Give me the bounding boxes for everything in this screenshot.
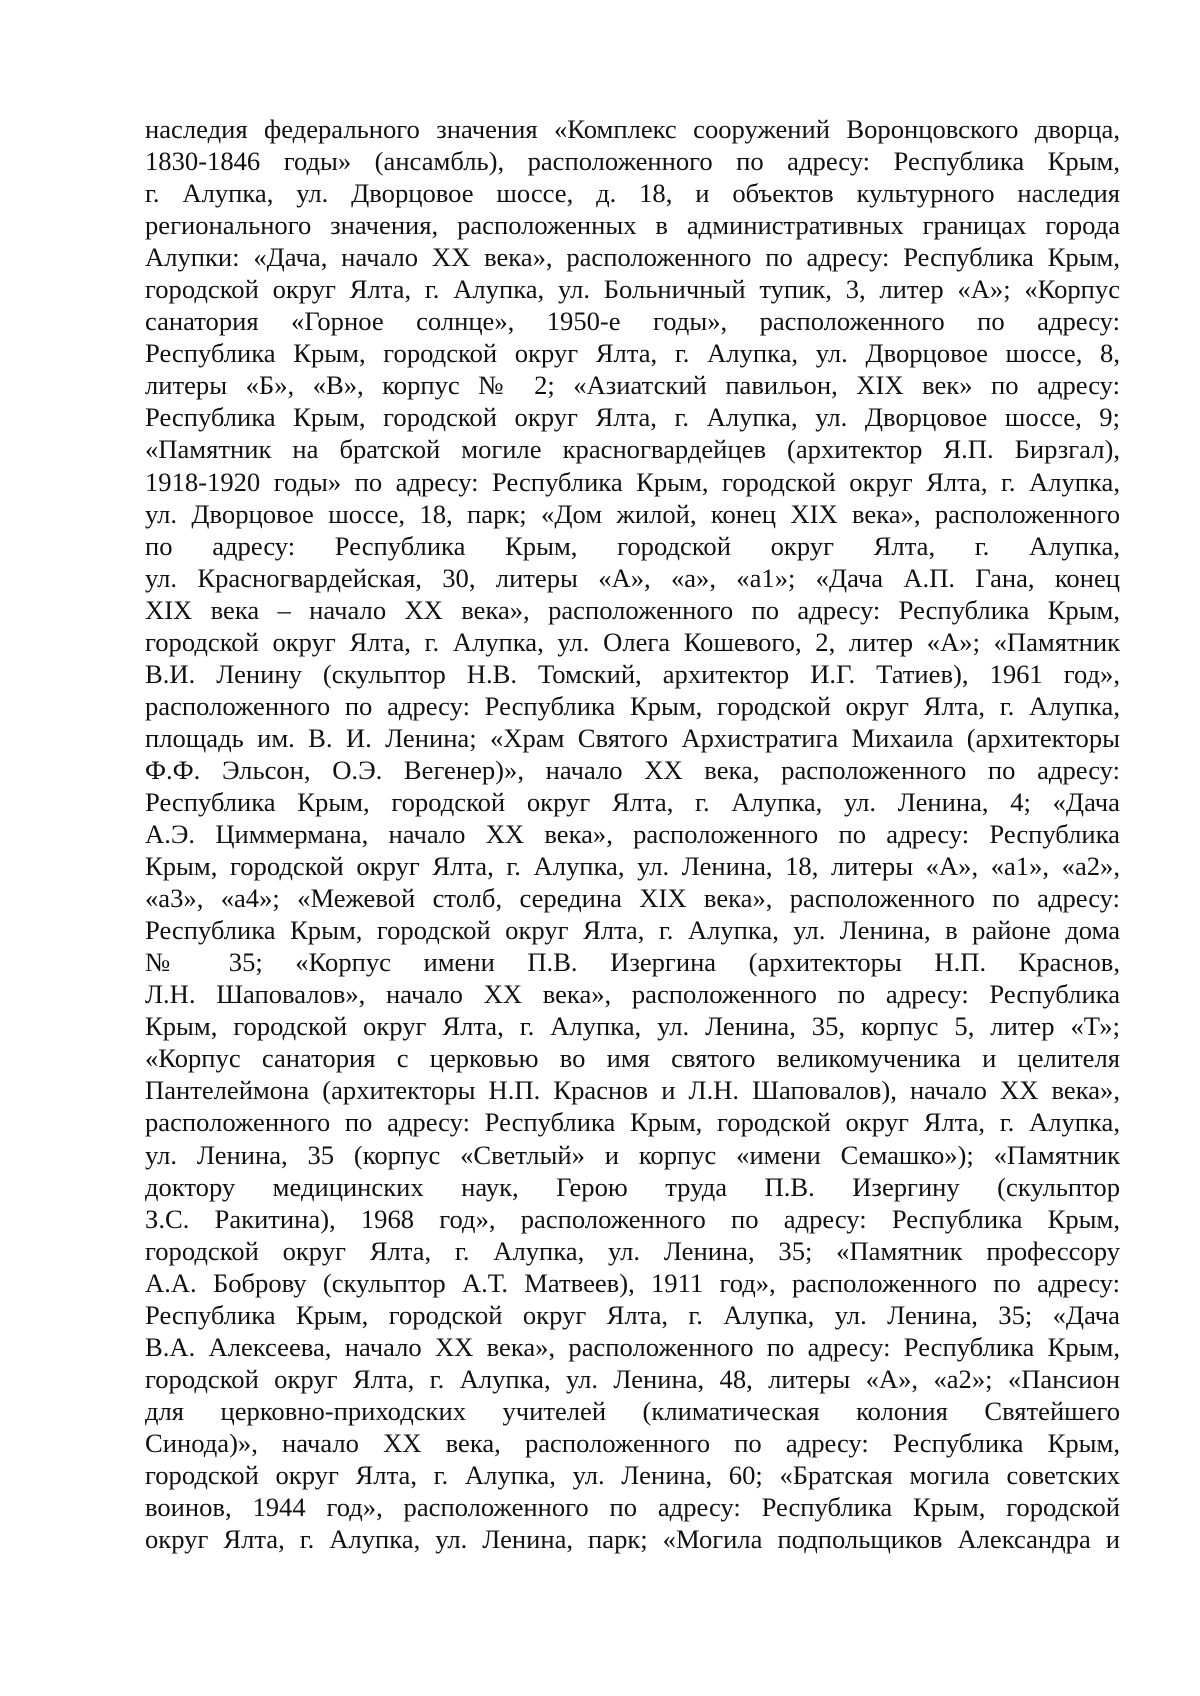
text-line: по адресу: Республика Крым, городской округ Ялта, г. Алупка, [145, 530, 1120, 561]
text-line: Республика Крым, городской округ Ялта, г. Алупка, ул. Дворцовое шоссе, 8, [145, 338, 1120, 369]
text-line: воинов, 1944 год», расположенного по адресу: Республика Крым, городской [145, 1492, 1120, 1523]
text-line: «Корпус санатория с церковью во имя святого великомученика и целителя [145, 1043, 1120, 1074]
text-line: «а3», «а4»; «Межевой столб, середина XIX века», расположенного по адресу: [145, 883, 1120, 914]
text-line: расположенного по адресу: Республика Крым, городской округ Ялта, г. Алупка, [145, 690, 1120, 721]
text-line: регионального значения, расположенных в административных границах города [145, 210, 1120, 241]
text-line: Л.Н. Шаповалов», начало XX века», расположенного по адресу: Республика [145, 979, 1120, 1010]
text-line: городской округ Ялта, г. Алупка, ул. Олега Кошевого, 2, литер «А»; «Памятник [145, 626, 1120, 657]
text-line: 1830-1846 годы» (ансамбль), расположенного по адресу: Республика Крым, [145, 146, 1120, 177]
text-line: Республика Крым, городской округ Ялта, г. Алупка, ул. Ленина, 35; «Дача [145, 1299, 1120, 1330]
text-line: № 35; «Корпус имени П.В. Изергина (архитекторы Н.П. Краснов, [145, 947, 1120, 978]
text-line: ул. Дворцовое шоссе, 18, парк; «Дом жилой, конец XIX века», расположенного [145, 498, 1120, 529]
text-line: В.А. Алексеева, начало XX века», расположенного по адресу: Республика Крым, [145, 1331, 1120, 1362]
text-line: А.Э. Циммермана, начало XX века», расположенного по адресу: Республика [145, 819, 1120, 850]
text-line: Крым, городской округ Ялта, г. Алупка, ул. Ленина, 35, корпус 5, литер «Т»; [145, 1011, 1120, 1042]
text-line: для церковно-приходских учителей (климатическая колония Святейшего [145, 1395, 1120, 1426]
text-line: Синода)», начало XX века, расположенного по адресу: Республика Крым, [145, 1427, 1120, 1458]
body-paragraph [145, 113, 1120, 1555]
text-line: XIX века – начало XX века», расположенного по адресу: Республика Крым, [145, 594, 1120, 625]
text-line: ул. Ленина, 35 (корпус «Светлый» и корпус «имени Семашко»); «Памятник [145, 1139, 1120, 1170]
text-line: литеры «Б», «В», корпус № 2; «Азиатский павильон, XIX век» по адресу: [145, 370, 1120, 401]
text-line: Республика Крым, городской округ Ялта, г. Алупка, ул. Ленина, в районе дома [145, 915, 1120, 946]
text-line: наследия федерального значения «Комплекс сооружений Воронцовского дворца, [145, 114, 1120, 144]
text-line: ул. Красногвардейская, 30, литеры «А», «а», «а1»; «Дача А.П. Гана, конец [145, 562, 1120, 593]
text-line: Республика Крым, городской округ Ялта, г. Алупка, ул. Дворцовое шоссе, 9; [145, 402, 1120, 433]
text-line: Республика Крым, городской округ Ялта, г. Алупка, ул. Ленина, 4; «Дача [145, 786, 1120, 817]
text-line: г. Алупка, ул. Дворцовое шоссе, д. 18, и объектов культурного наследия [145, 178, 1120, 209]
text-line: городской округ Ялта, г. Алупка, ул. Ленина, 60; «Братская могила советских [145, 1459, 1120, 1490]
text-line: городской округ Ялта, г. Алупка, ул. Ленина, 48, литеры «А», «а2»; «Пансион [145, 1363, 1120, 1394]
text-line: А.А. Боброву (скульптор А.Т. Матвеев), 1911 год», расположенного по адресу: [145, 1267, 1120, 1298]
text-line: округ Ялта, г. Алупка, ул. Ленина, парк; «Могила подпольщиков Александра и [145, 1524, 1120, 1555]
text-line: «Памятник на братской могиле красногвардейцев (архитектор Я.П. Бирзгал), [145, 434, 1120, 465]
text-line: площадь им. В. И. Ленина; «Храм Святого Архистратига Михаила (архитекторы [145, 722, 1120, 753]
text-line: Ф.Ф. Эльсон, О.Э. Вегенер)», начало XX века, расположенного по адресу: [145, 754, 1120, 785]
text-line: городской округ Ялта, г. Алупка, ул. Больничный тупик, 3, литер «А»; «Корпус [145, 274, 1120, 305]
text-line: расположенного по адресу: Республика Крым, городской округ Ялта, г. Алупка, [145, 1107, 1120, 1138]
text-line: доктору медицинских наук, Герою труда П.В. Изергину (скульптор [145, 1171, 1120, 1202]
text-line: З.С. Ракитина), 1968 год», расположенного по адресу: Республика Крым, [145, 1203, 1120, 1234]
text-line: Крым, городской округ Ялта, г. Алупка, ул. Ленина, 18, литеры «А», «а1», «а2», [145, 851, 1120, 882]
text-line: В.И. Ленину (скульптор Н.В. Томский, архитектор И.Г. Татиев), 1961 год», [145, 658, 1120, 689]
text-line: Алупки: «Дача, начало XX века», расположенного по адресу: Республика Крым, [145, 242, 1120, 273]
text-line: 1918-1920 годы» по адресу: Республика Крым, городской округ Ялта, г. Алупка, [145, 466, 1120, 497]
text-line: Пантелеймона (архитекторы Н.П. Краснов и Л.Н. Шаповалов), начало XX века», [145, 1075, 1120, 1106]
text-line: городской округ Ялта, г. Алупка, ул. Ленина, 35; «Памятник профессору [145, 1235, 1120, 1266]
text-line: санатория «Горное солнце», 1950-е годы», расположенного по адресу: [145, 306, 1120, 337]
